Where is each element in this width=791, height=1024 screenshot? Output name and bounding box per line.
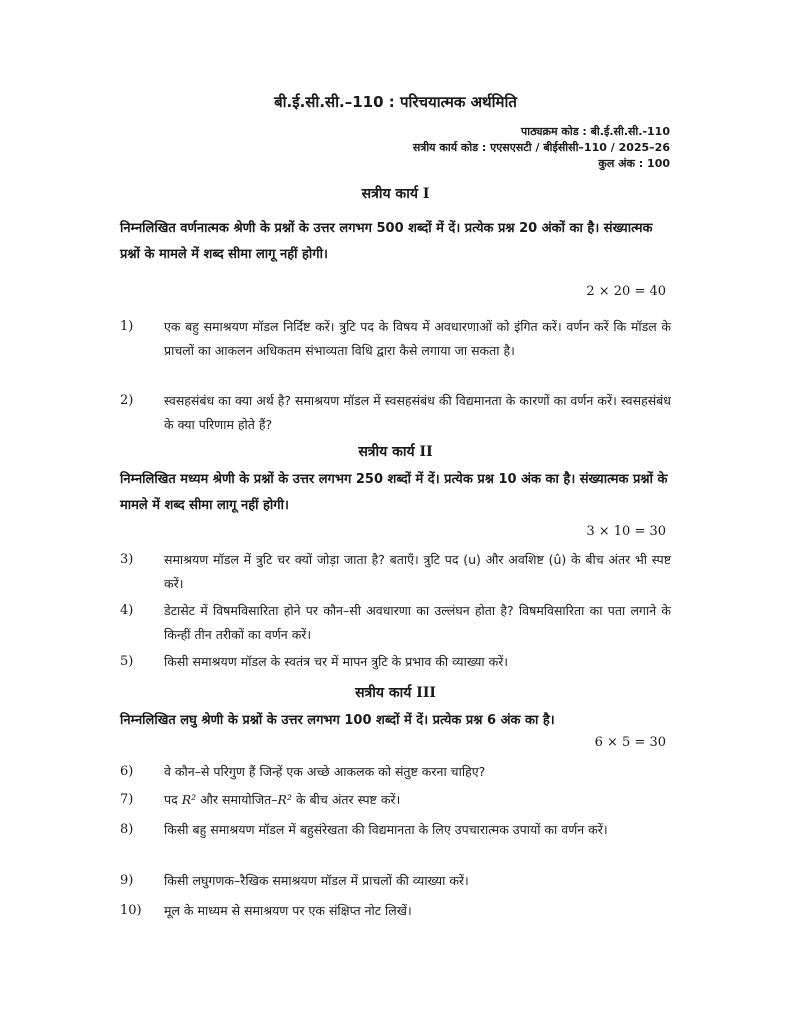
r-squared-symbol: R² xyxy=(277,792,292,807)
question-number: 5) xyxy=(120,654,134,669)
question-text: वे कौन–से परिगुण हैं जिन्हें एक अच्छे आकलक को संतुष्ट करना चाहिए? xyxy=(164,764,486,779)
section-heading-roman: II xyxy=(419,444,433,460)
assignment-meta xyxy=(413,124,670,172)
question-text-part: और समायोजित– xyxy=(196,792,278,807)
question-text: मूल के माध्यम से समाश्रयण पर एक संक्षिप्त नोट लिखें। xyxy=(164,903,412,918)
question-number: 7) xyxy=(120,792,134,807)
question-number: 10) xyxy=(120,903,142,918)
question-text-part: पद xyxy=(164,792,182,807)
total-marks: कुल अंक : 100 xyxy=(598,157,670,170)
section-instructions-2: निम्नलिखित मध्यम श्रेणी के प्रश्नों के उत्तर लगभग 250 शब्दों में दें। प्रत्येक प्रश्न 10 अंक का है। संख्यात्मक प्रश्नों के मामले में शब्द सीमा लागू नहीं होगी। xyxy=(120,472,668,513)
question-text: एक बहु समाश्रयण मॉडल निर्दिष्ट करें। त्रुटि पद के विषय में अवधारणाओं को इंगित करें। वर्णन करें कि मॉडल के प्राचलों का आकलन अधिकतम संभाव्यता विधि द्वारा कैसे लगाया जा सकता है। xyxy=(164,319,671,358)
question-text: किसी लघुगणक–रैखिक समाश्रयण मॉडल में प्राचलों की व्याख्या करें। xyxy=(164,873,469,888)
section-marks-2: 3 × 10 = 30 xyxy=(586,524,666,539)
course-code: पाठ्यक्रम कोड : बी.ई.सी.सी.-110 xyxy=(521,125,670,138)
question-text xyxy=(164,788,671,812)
section-heading-3 xyxy=(0,683,791,702)
section-heading-roman: III xyxy=(416,685,436,701)
question-number: 8) xyxy=(120,822,134,837)
question-text: किसी समाश्रयण मॉडल के स्वतंत्र चर में मापन त्रुटि के प्रभाव की व्याख्या करें। xyxy=(164,654,509,669)
question-text-part: के बीच अंतर स्पष्ट करें। xyxy=(291,792,401,807)
question-number: 3) xyxy=(120,552,134,567)
question-text: समाश्रयण मॉडल में त्रुटि चर क्यों जोड़ा जाता है? बताएँ। त्रुटि पद (u) और अवशिष्ट (û) के बीच अंतर भी स्पष्ट करें। xyxy=(164,552,671,591)
section-instructions-1: निम्नलिखित वर्णनात्मक श्रेणी के प्रश्नों के उत्तर लगभग 500 शब्दों में दें। प्रत्येक प्रश्न 20 अंकों का है। संख्यात्मक प्रश्नों के मामले में शब्द सीमा लागू नहीं होगी। xyxy=(120,221,653,262)
section-heading-1 xyxy=(0,184,791,203)
question-number: 2) xyxy=(120,393,134,408)
section-heading-2 xyxy=(0,442,791,461)
section-heading-label: सत्रीय कार्य xyxy=(361,186,418,202)
question-text: किसी बहु समाश्रयण मॉडल में बहुसंरेखता की विद्यमानता के लिए उपचारात्मक उपायों का वर्णन करें। xyxy=(164,822,608,837)
question-text: डेटासेट में विषमविसारिता होने पर कौन–सी अवधारणा का उल्लंघन होता है? विषमविसारिता का पता लगाने के किन्हीं तीन तरीकों का वर्णन करें। xyxy=(164,603,671,642)
question-number: 9) xyxy=(120,873,134,888)
section-instructions-3: निम्नलिखित लघु श्रेणी के प्रश्नों के उत्तर लगभग 100 शब्दों में दें। प्रत्येक प्रश्न 6 अंक का है। xyxy=(120,713,555,728)
question-text: स्वसहसंबंध का क्या अर्थ है? समाश्रयण मॉडल में स्वसहसंबंध की विद्यमानता के कारणों का वर्णन करें। स्वसहसंबंध के क्या परिणाम होते हैं? xyxy=(164,393,671,432)
r-squared-symbol: R² xyxy=(181,792,197,807)
section-heading-label: सत्रीय कार्य xyxy=(358,444,415,460)
section-marks-3: 6 × 5 = 30 xyxy=(594,735,666,750)
question-number: 4) xyxy=(120,603,134,618)
page-title: बी.ई.सी.सी.–110 : परिचयात्मक अर्थमिति xyxy=(274,93,517,111)
section-heading-roman: I xyxy=(422,186,430,202)
section-marks-1: 2 × 20 = 40 xyxy=(586,284,666,299)
section-heading-label: सत्रीय कार्य xyxy=(355,685,412,701)
question-number: 6) xyxy=(120,764,134,779)
assignment-code: सत्रीय कार्य कोड : एएसएसटी / बीईसीसी–110 / 2025–26 xyxy=(412,141,670,154)
question-number: 1) xyxy=(120,319,134,334)
